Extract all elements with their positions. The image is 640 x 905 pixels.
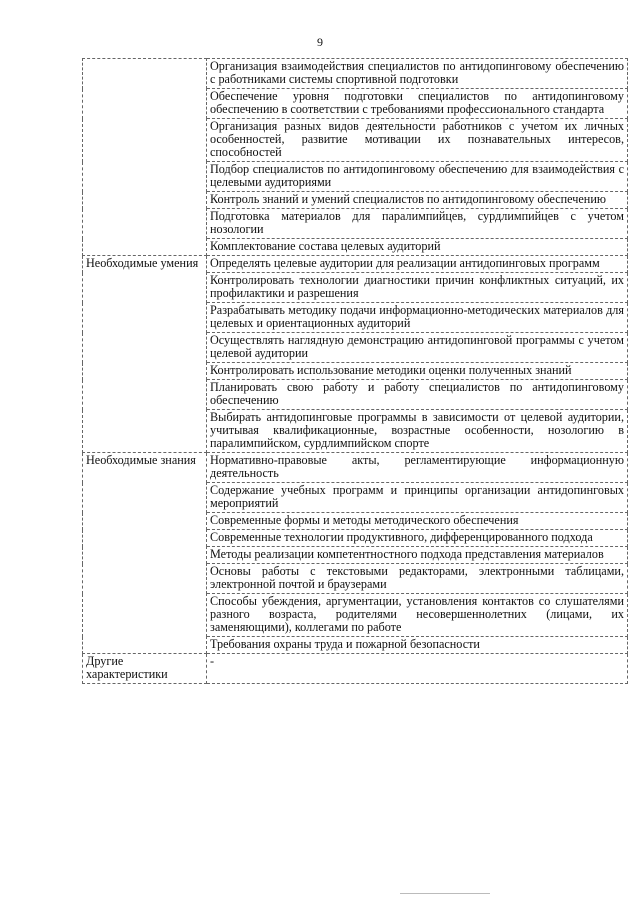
category-cell: Другие характеристики bbox=[83, 654, 207, 684]
item-cell: Подготовка материалов для паралимпийцев, сурдлимпийцев с учетом нозологии bbox=[207, 209, 628, 239]
item-cell: Современные формы и методы методического обеспечения bbox=[207, 513, 628, 530]
table-row bbox=[83, 59, 628, 89]
item-cell: Требования охраны труда и пожарной безопасности bbox=[207, 637, 628, 654]
item-cell: Комплектование состава целевых аудиторий bbox=[207, 239, 628, 256]
table-row bbox=[83, 453, 628, 483]
bottom-rule bbox=[400, 893, 490, 894]
table-row bbox=[83, 654, 628, 684]
item-cell: Выбирать антидопинговые программы в зависимости от целевой аудитории, учитывая квалификационные, возрастные особенности, нозологию в паралимпийском, сурдлимпийском спорте bbox=[207, 410, 628, 453]
item-cell: Основы работы с текстовыми редакторами, электронными таблицами, электронной почтой и браузерами bbox=[207, 564, 628, 594]
item-cell: Современные технологии продуктивного, дифференцированного подхода bbox=[207, 530, 628, 547]
item-cell: Способы убеждения, аргументации, установления контактов со слушателями разного возраста, родителями несовершеннолетних (лицами, их заменяющими), коллегами по работе bbox=[207, 594, 628, 637]
item-cell: Обеспечение уровня подготовки специалистов по антидопинговому обеспечению в соответствии с требованиями профессионального стандарта bbox=[207, 89, 628, 119]
item-cell: Организация разных видов деятельности работников с учетом их личных особенностей, развитие мотивации их познавательных интересов, способностей bbox=[207, 119, 628, 162]
item-cell: Контроль знаний и умений специалистов по антидопинговому обеспечению bbox=[207, 192, 628, 209]
item-cell: Определять целевые аудитории для реализации антидопинговых программ bbox=[207, 256, 628, 273]
table-body bbox=[83, 59, 628, 684]
item-cell: Контролировать использование методики оценки полученных знаний bbox=[207, 363, 628, 380]
page-number: 9 bbox=[317, 35, 323, 49]
item-cell: - bbox=[207, 654, 628, 684]
item-cell: Разрабатывать методику подачи информационно-методических материалов для целевых и ориентационных аудиторий bbox=[207, 303, 628, 333]
category-cell: Необходимые знания bbox=[83, 453, 207, 654]
item-cell: Планировать свою работу и работу специалистов по антидопинговому обеспечению bbox=[207, 380, 628, 410]
item-cell: Контролировать технологии диагностики причин конфликтных ситуаций, их профилактики и разрешения bbox=[207, 273, 628, 303]
category-cell bbox=[83, 59, 207, 256]
item-cell: Осуществлять наглядную демонстрацию антидопинговой программы с учетом целевой аудитории bbox=[207, 333, 628, 363]
item-cell: Подбор специалистов по антидопинговому обеспечению для взаимодействия с целевыми аудиториями bbox=[207, 162, 628, 192]
qualification-table bbox=[82, 58, 628, 684]
category-cell: Необходимые умения bbox=[83, 256, 207, 453]
item-cell: Методы реализации компетентностного подхода представления материалов bbox=[207, 547, 628, 564]
item-cell: Организация взаимодействия специалистов по антидопинговому обеспечению с работниками системы спортивной подготовки bbox=[207, 59, 628, 89]
table-row bbox=[83, 256, 628, 273]
item-cell: Нормативно-правовые акты, регламентирующие информационную деятельность bbox=[207, 453, 628, 483]
item-cell: Содержание учебных программ и принципы организации антидопинговых мероприятий bbox=[207, 483, 628, 513]
